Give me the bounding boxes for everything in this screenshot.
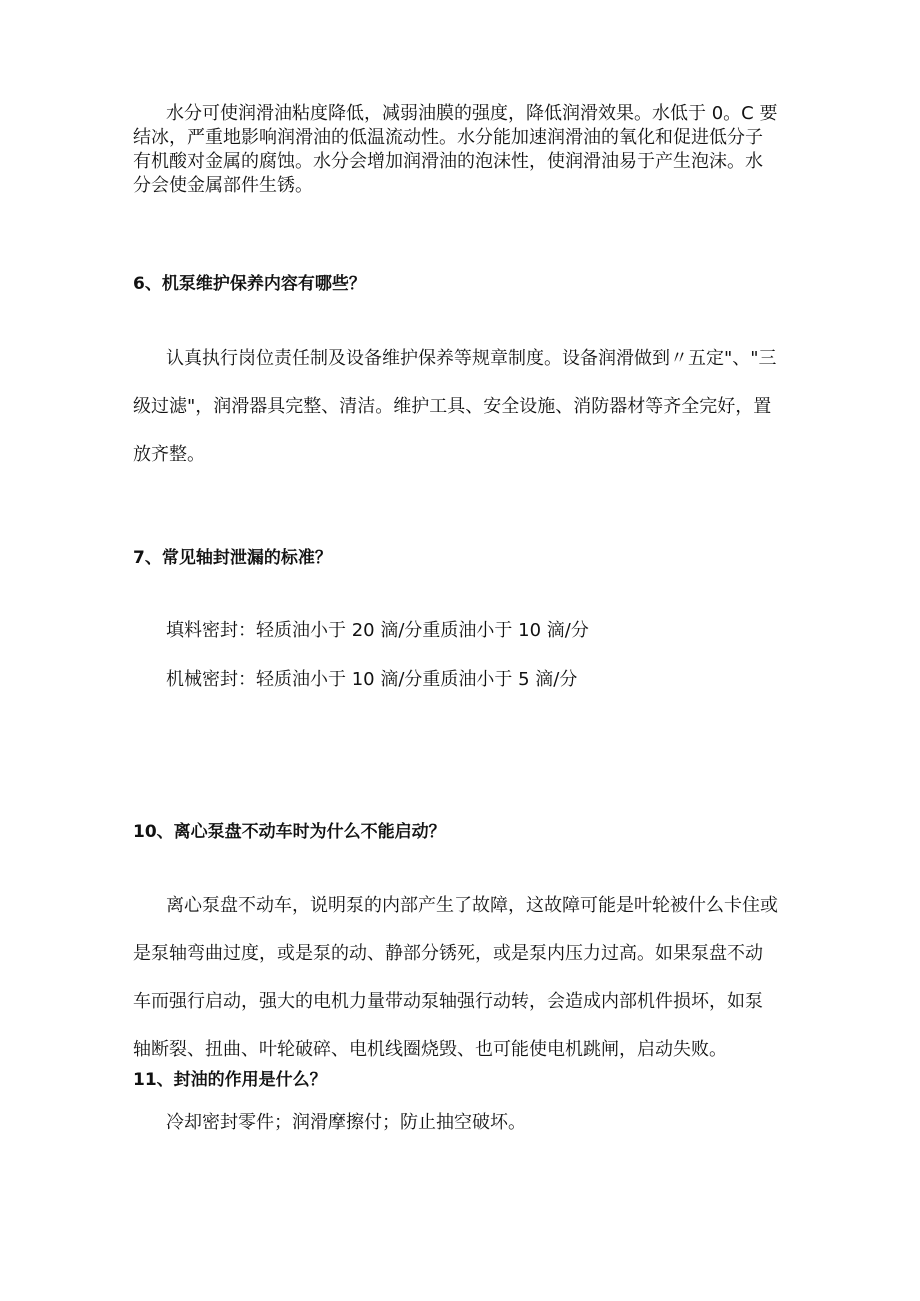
- paragraph-water-effects: [133, 102, 790, 198]
- question-6-answer: [133, 335, 790, 479]
- question-11-heading: 11、封油的作用是什么？: [133, 1070, 327, 1090]
- paragraph-line: 有机酸对金属的腐蚀。水分会增加润滑油的泡沫性，使润滑油易于产生泡沫。水: [133, 151, 763, 172]
- paragraph-line: 级过滤"，润滑器具完整、清洁。维护工具、安全设施、消防器材等齐全完好，置: [133, 396, 772, 417]
- mechanical-seal-standard: 机械密封：轻质油小于 10 滴/分重质油小于 5 滴/分: [166, 669, 578, 690]
- paragraph-line: 车而强行启动，强大的电机力量带动泵轴强行动转，会造成内部机件损坏，如泵: [133, 991, 763, 1012]
- paragraph-line: 是泵轴弯曲过度，或是泵的动、静部分锈死，或是泵内压力过高。如果泵盘不动: [133, 943, 763, 964]
- question-11-answer: 冷却密封零件；润滑摩擦付；防止抽空破坏。: [166, 1112, 526, 1133]
- question-10-heading: 10、离心泵盘不动车时为什么不能启动？: [133, 822, 446, 842]
- paragraph-line: 轴断裂、扭曲、叶轮破碎、电机线圈烧毁、也可能使电机跳闸，启动失败。: [133, 1039, 727, 1060]
- question-7-heading: 7、常见轴封泄漏的标准？: [133, 548, 332, 568]
- packing-seal-standard: 填料密封：轻质油小于 20 滴/分重质油小于 10 滴/分: [166, 620, 589, 641]
- question-10-answer: [133, 882, 790, 1074]
- paragraph-line: 分会使金属部件生锈。: [133, 175, 313, 196]
- paragraph-line: 认真执行岗位责任制及设备维护保养等规章制度。设备润滑做到〃五定"、"三: [166, 348, 777, 369]
- paragraph-line: 离心泵盘不动车，说明泵的内部产生了故障，这故障可能是叶轮被什么卡住或: [166, 895, 778, 916]
- paragraph-line: 结冰，严重地影响润滑油的低温流动性。水分能加速润滑油的氧化和促进低分子: [133, 127, 763, 148]
- question-6-heading: 6、机泵维护保养内容有哪些？: [133, 274, 366, 294]
- paragraph-line: 放齐整。: [133, 444, 205, 465]
- paragraph-line: 水分可使润滑油粘度降低，减弱油膜的强度，降低润滑效果。水低于 0。C 要: [166, 103, 778, 124]
